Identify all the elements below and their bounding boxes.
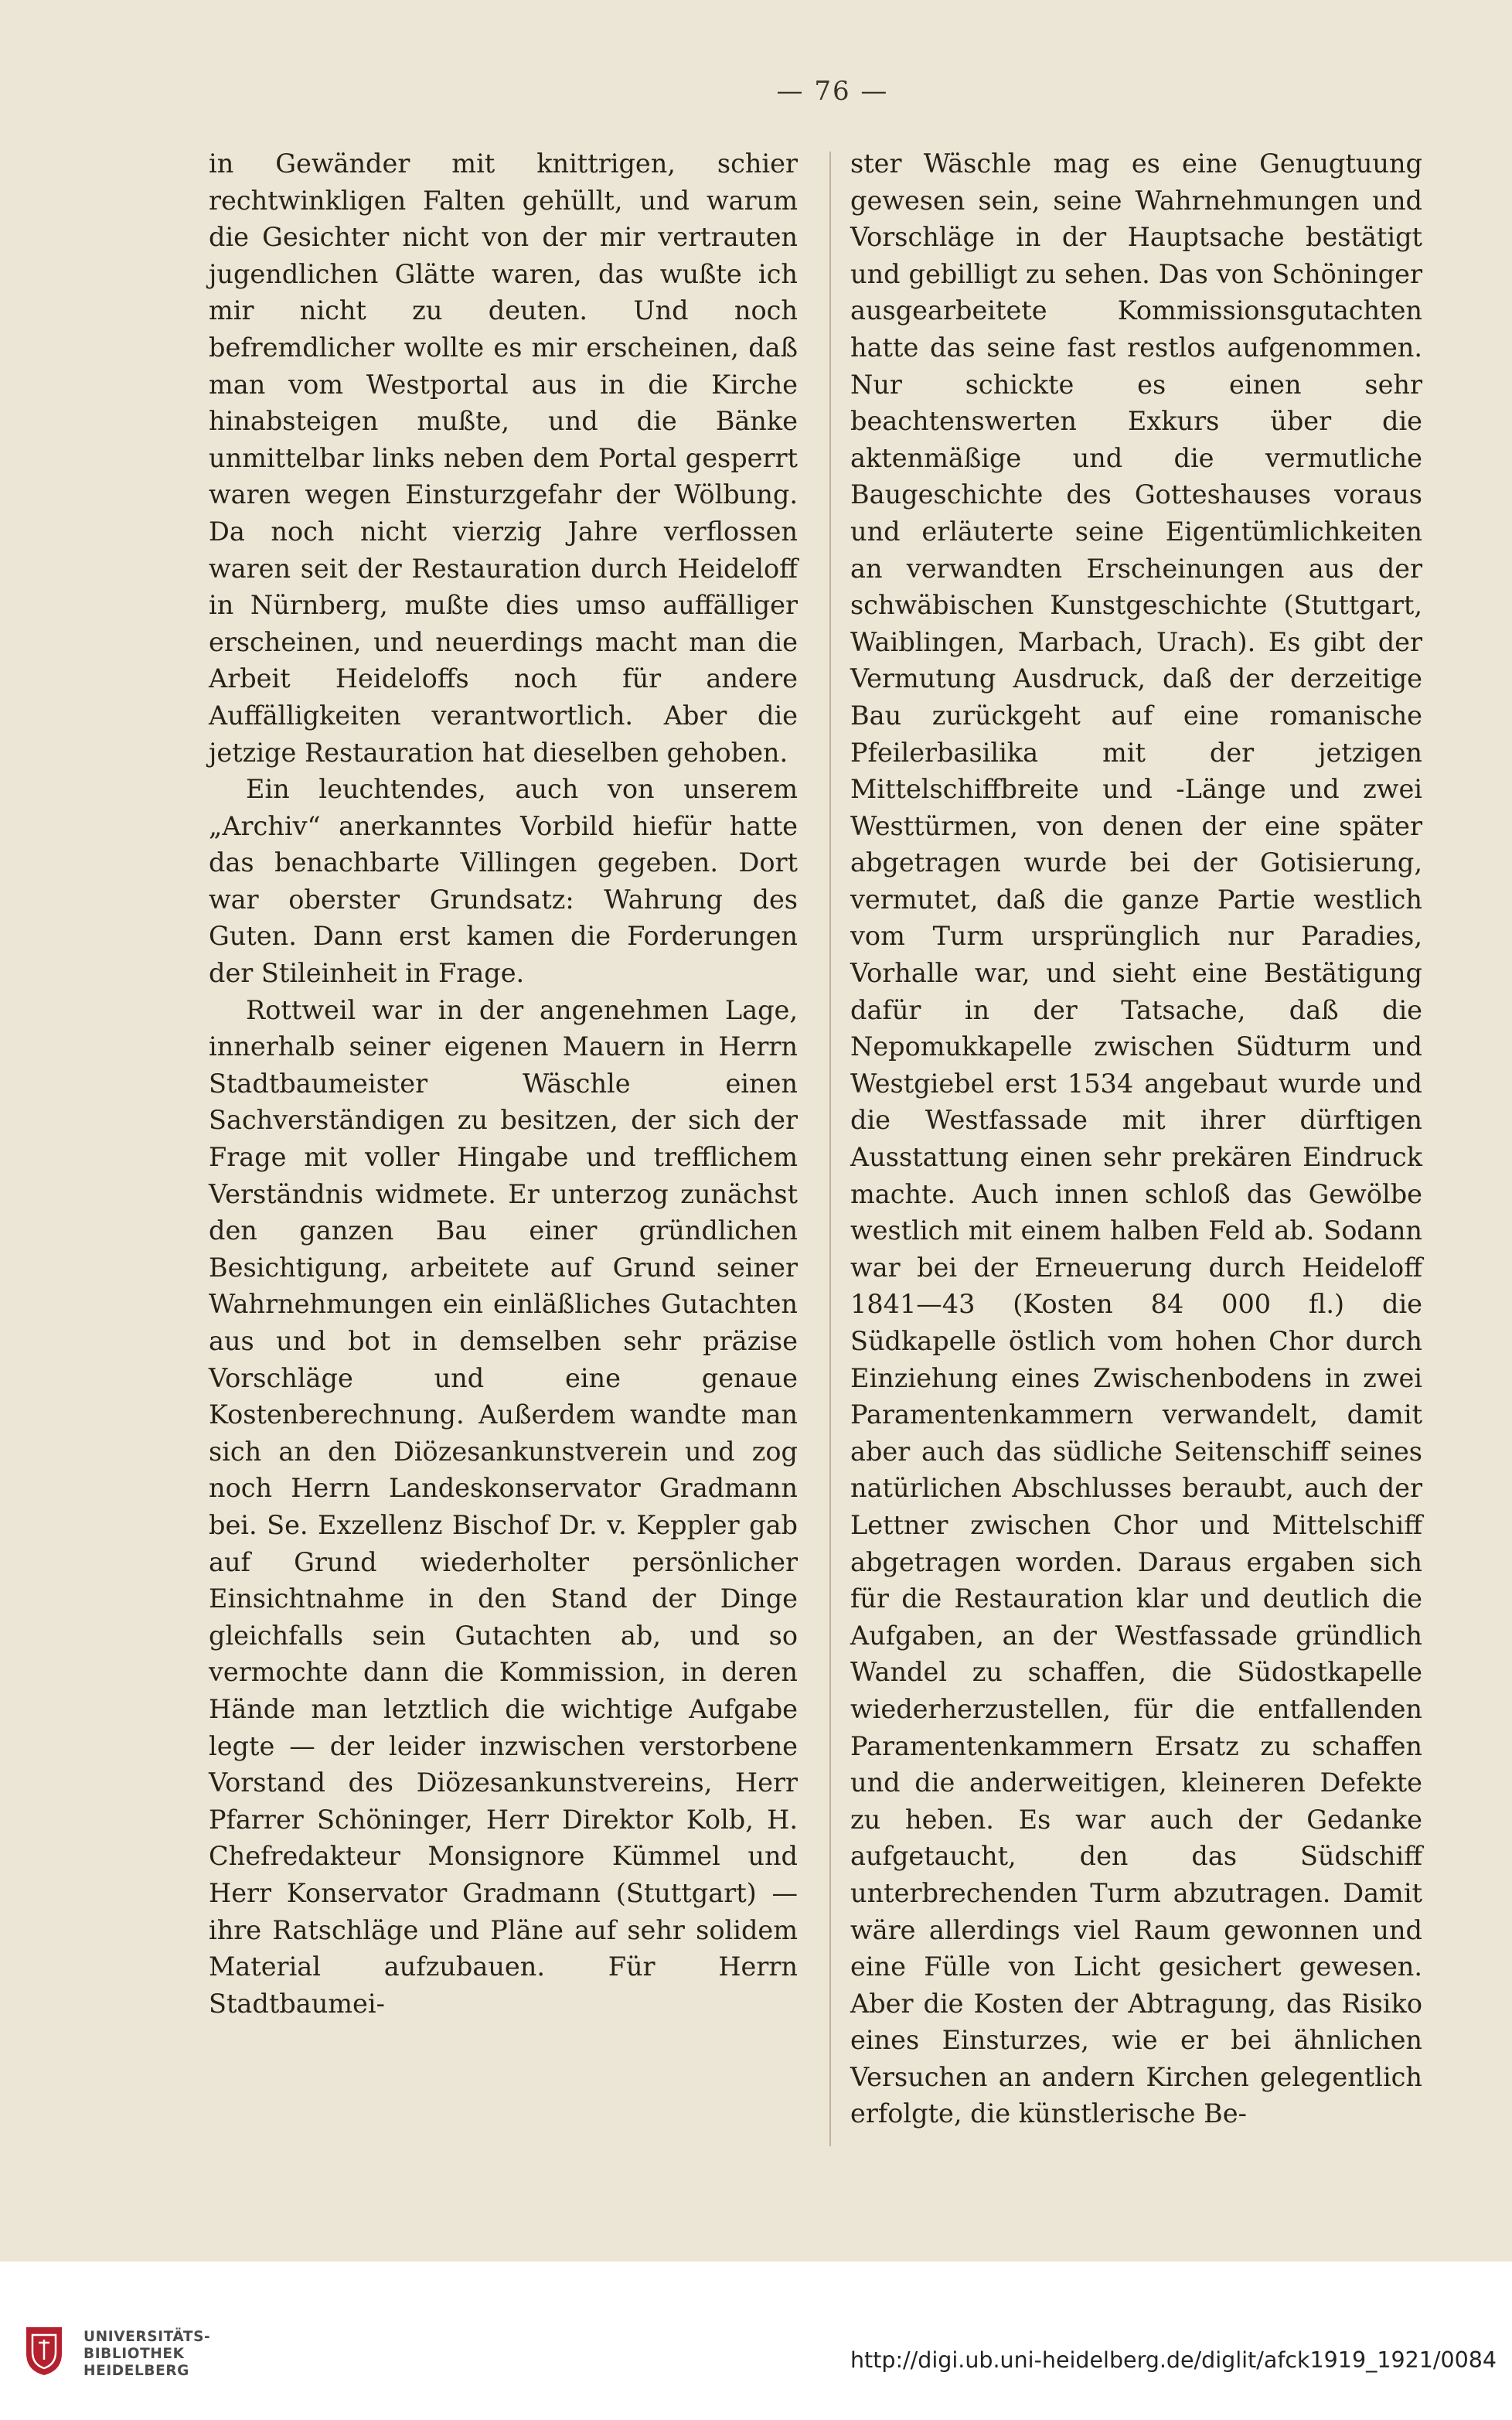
- paragraph-rottweil: Rottweil war in der angenehmen Lage, innerhalb seiner eigenen Mauern in Herrn Stadtbaumeister Wäschle einen Sachverständigen zu besitzen, der sich der Frage mit voller Hingabe und trefflichem Verständnis widmete. Er unterzog zunächst den ganzen Bau einer gründlichen Besichtigung, arbeitete auf Grund seiner Wahrnehmungen ein einläßliches Gutachten aus und bot in demselben sehr präzise Vorschläge und eine genaue Kostenberechnung. Außerdem wandte man sich an den Diözesankunstverein und zog noch Herrn Landeskonservator Gradmann bei. Se. Exzellenz Bischof Dr. v. Keppler gab auf Grund wiederholter persönlicher Einsichtnahme in den Stand der Dinge gleichfalls sein Gutachten ab, und so vermochte dann die Kommission, in deren Hände man letztlich die wichtige Aufgabe legte — der leider inzwischen verstorbene Vorstand des Diözesankunstvereins, Herr Pfarrer Schöninger, Herr Direktor Kolb, H. Chefredakteur Monsignore Kümmel und Herr Konservator Gradmann (Stuttgart) — ihre Ratschläge und Pläne auf sehr solidem Material aufzubauen. Für Herrn Stadtbaumei-: [209, 994, 798, 2019]
- logo-line: UNIVERSITÄTS-: [83, 2329, 211, 2345]
- footer-bar: [0, 2262, 1512, 2420]
- right-text-column: [850, 145, 1422, 2171]
- column-divider: [829, 152, 831, 2146]
- paragraph-continued: in Gewänder mit knittrigen, schier rechtwinkligen Falten gehüllt, und warum die Gesichter nicht von der mir vertrauten jugendlichen Glätte waren, das wußte ich mir nicht zu deuten. Und noch befremdlicher wollte es mir erscheinen, daß man vom Westportal aus in die Kirche hinabsteigen mußte, und die Bänke unmittelbar links neben dem Portal gesperrt waren wegen Einsturzgefahr der Wölbung. Da noch nicht vierzig Jahre verflossen waren seit der Restauration durch Heideloff in Nürnberg, mußte dies umso auffälliger erscheinen, und neuerdings macht man die Arbeit Heideloffs noch für andere Auffälligkeiten verantwortlich. Aber die jetzige Restauration hat dieselben gehoben.: [209, 148, 798, 768]
- left-text-column: [209, 145, 798, 2171]
- paragraph-villingen: Ein leuchtendes, auch von unserem „Archiv“ anerkanntes Vorbild hiefür hatte das benachbarte Villingen gegeben. Dort war oberster Grundsatz: Wahrung des Guten. Dann erst kamen die Forderungen der Stileinheit in Frage.: [209, 774, 798, 989]
- logo-line: HEIDELBERG: [83, 2363, 189, 2379]
- university-seal-icon: [23, 2326, 65, 2377]
- logo-line: BIBLIOTHEK: [83, 2346, 185, 2362]
- source-url-link[interactable]: http://digi.ub.uni-heidelberg.de/diglit/afck1919_1921/0084: [850, 2347, 1497, 2373]
- paragraph-restoration: ster Wäschle mag es eine Genugtuung gewesen sein, seine Wahrnehmungen und Vorschläge in der Hauptsache bestätigt und gebilligt zu sehen. Das von Schöninger ausgearbeitete Kommissionsgutachten hatte das seine fast restlos aufgenommen. Nur schickte es einen sehr beachtenswerten Exkurs über die aktenmäßige und die vermutliche Baugeschichte des Gotteshauses voraus und erläuterte seine Eigentümlichkeiten an verwandten Erscheinungen aus der schwäbischen Kunstgeschichte (Stuttgart, Waiblingen, Marbach, Urach). Es gibt der Vermutung Ausdruck, daß der derzeitige Bau zurückgeht auf eine romanische Pfeilerbasilika mit der jetzigen Mittelschiffbreite und -Länge und zwei Westtürmen, von denen der eine später abgetragen wurde bei der Gotisierung, vermutet, daß die ganze Partie westlich vom Turm ursprünglich nur Paradies, Vorhalle war, und sieht eine Bestätigung dafür in der Tatsache, daß die Nepomukkapelle zwischen Südturm und Westgiebel erst 1534 angebaut wurde und die Westfassade mit ihrer dürftigen Ausstattung einen sehr prekären Eindruck machte. Auch innen schloß das Gewölbe westlich mit einem halben Feld ab. Sodann war bei der Erneuerung durch Heideloff 1841—43 (Kosten 84 000 fl.) die Südkapelle östlich vom hohen Chor durch Einziehung eines Zwischenbodens in zwei Paramentenkammern verwandelt, damit aber auch das südliche Seitenschiff seines natürlichen Abschlusses beraubt, auch der Lettner zwischen Chor und Mittelschiff abgetragen worden. Daraus ergaben sich für die Restauration klar und deutlich die Aufgaben, an der Westfassade gründlich Wandel zu schaffen, die Südostkapelle wiederherzustellen, für die entfallenden Paramentenkammern Ersatz zu schaffen und die anderweitigen, kleineren Defekte zu heben. Es war auch der Gedanke aufgetaucht, den das Südschiff unterbrechenden Turm abzutragen. Damit wäre allerdings viel Raum gewonnen und eine Fülle von Licht gesichert gewesen. Aber die Kosten der Abtragung, das Risiko eines Einsturzes, wie er bei ähnlichen Versuchen an andern Kirchen gelegentlich erfolgte, die künstlerische Be-: [850, 148, 1422, 2129]
- library-logo-text: [83, 2329, 210, 2380]
- page-number: — 76 —: [776, 76, 889, 107]
